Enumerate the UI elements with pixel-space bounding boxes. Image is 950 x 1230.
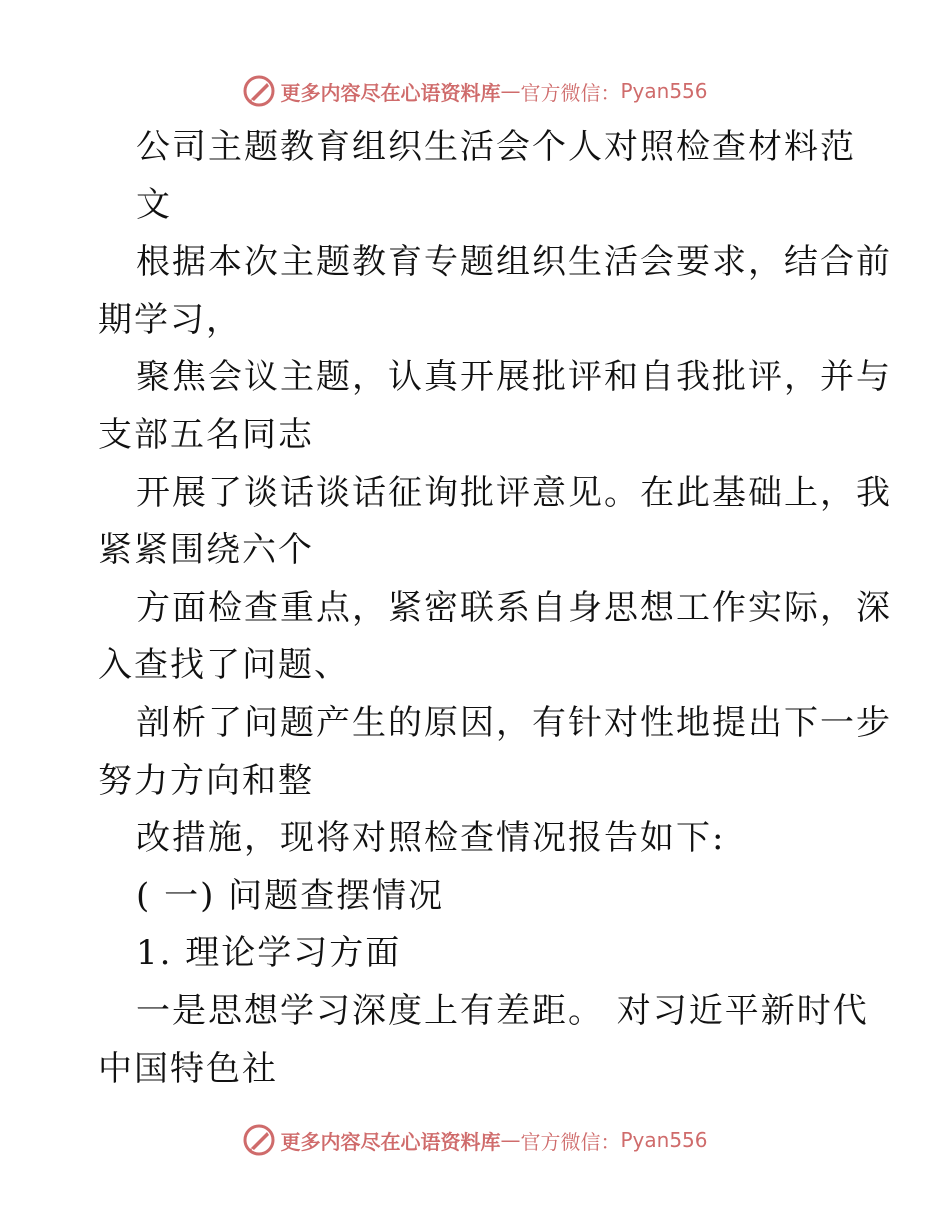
document-title-line-1: 公司主题教育组织生活会个人对照检查材料范	[136, 127, 856, 167]
paragraph-line: 聚焦会议主题，认真开展批评和自我批评，并与	[136, 357, 892, 398]
watermark-dash: —	[500, 1128, 521, 1152]
paragraph-line: 根据本次主题教育专题组织生活会要求，结合前	[136, 242, 892, 283]
paragraph-line: 剖析了问题产生的原因，有针对性地提出下一步	[136, 702, 892, 743]
paragraph-line: 支部五名同志	[98, 414, 314, 455]
document-body	[98, 119, 892, 1098]
paragraph-line: 努力方向和整	[98, 760, 314, 801]
paragraph-line: 开展了谈话谈话征询批评意见。在此基础上，我	[136, 472, 892, 513]
document-title-line-2: 文	[136, 184, 172, 225]
subsection-heading: 1. 理论学习方面	[136, 933, 402, 974]
paragraph-line: 方面检查重点，紧密联系自身思想工作实际，深	[136, 587, 892, 628]
watermark-wechat-id: Pyan556	[620, 1128, 708, 1152]
watermark-wechat-label: 官方微信：	[520, 80, 621, 105]
quill-pen-logo-icon	[242, 74, 276, 108]
watermark-wechat-id: Pyan556	[620, 79, 708, 103]
paragraph-line: 中国特色社	[98, 1048, 278, 1089]
quill-pen-logo-icon	[242, 1123, 276, 1157]
section-heading: ( 一) 问题查摆情况	[136, 875, 445, 916]
paragraph-line: 入查找了问题、	[98, 645, 350, 686]
paragraph-line: 一是思想学习深度上有差距。 对习近平新时代	[136, 990, 869, 1031]
watermark-brand: 更多内容尽在心语资料库	[280, 1129, 501, 1154]
watermark-wechat-label: 官方微信：	[520, 1129, 621, 1154]
footer-watermark	[0, 1120, 950, 1160]
paragraph-line: 期学习，	[98, 299, 242, 340]
watermark-dash: —	[500, 79, 521, 103]
paragraph-line: 紧紧围绕六个	[98, 530, 314, 571]
paragraph-line: 改措施，现将对照检查情况报告如下:	[136, 818, 726, 859]
header-watermark	[0, 71, 950, 111]
watermark-brand: 更多内容尽在心语资料库	[280, 80, 501, 105]
